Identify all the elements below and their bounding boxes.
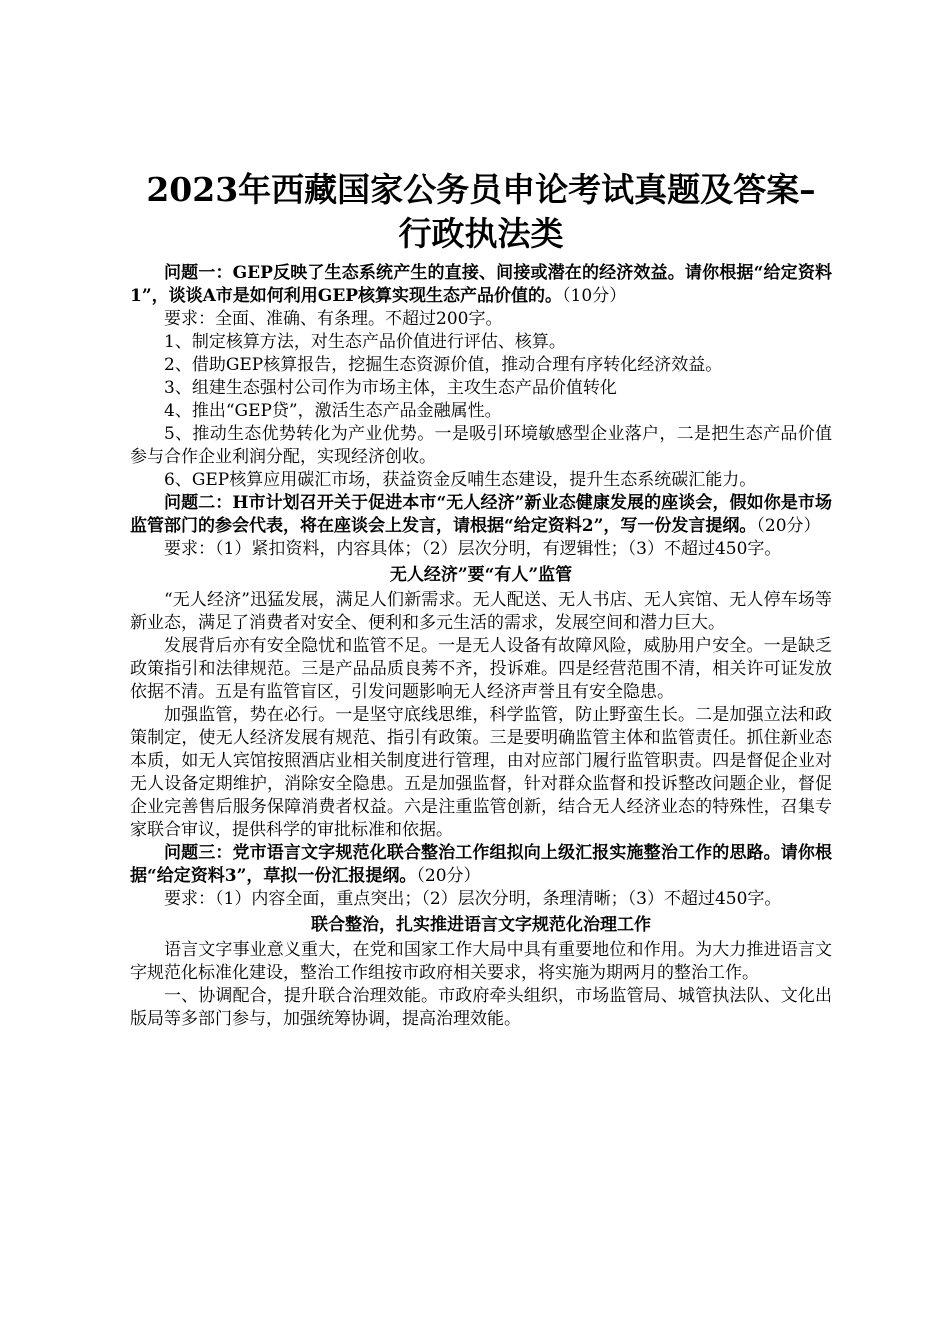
question-1 [130,262,832,308]
title-line-2: 行政执法类 [398,214,564,253]
answer-1-item: 4、推出“GEP贷”，激活生态产品金融属性。 [164,401,502,421]
document-title [130,168,832,256]
question-2-text: 问题二：H市计划召开关于促进本市“无人经济”新业态健康发展的座谈会，假如你是市场监管部门的参会代表，将在座谈会上发言，请根据“给定资料2”，写一份发言提纲。 [130,493,832,536]
question-1-text: 问题一：GEP反映了生态系统产生的直接、间接或潜在的经济效益。请你根据“给定资料1”，谈谈A市是如何利用GEP核算实现生态产品价值的。 [130,263,832,306]
answer-2-heading: 无人经济”要“有人”监管 [389,565,573,585]
question-2-requirement: 要求：（1）紧扣资料，内容具体；（2）层次分明，有逻辑性；（3）不超过450字。 [164,539,782,559]
answer-3-heading: 联合整治，扎实推进语言文字规范化治理工作 [311,915,651,935]
question-3-points: （20分） [416,866,481,886]
answer-2-paragraph: “无人经济”迅猛发展，满足人们新需求。无人配送、无人书店、无人宾馆、无人停车场等新业态，满足了消费者对安全、便利和多元生活的需求，发展空间和潜力巨大。 [130,590,832,633]
question-3-text: 问题三：党市语言文字规范化联合整治工作组拟向上级汇报实施整治工作的思路。请你根据“给定资料3”，草拟一份汇报提纲。 [130,843,832,886]
question-2 [130,492,832,538]
question-3-requirement: 要求：（1）内容全面，重点突出；（2）层次分明，条理清晰；（3）不超过450字。 [164,889,782,909]
answer-1-item: 1、制定核算方法，对生态产品价值进行评估、核算。 [164,332,566,352]
answer-2-paragraph: 发展背后亦有安全隐忧和监管不足。一是无人设备有故障风险，威胁用户安全。一是缺乏政策指引和法律规范。三是产品品质良莠不齐，投诉难。四是经营范围不清，相关许可证发放依据不清。五是有监管盲区，引发问题影响无人经济声誉且有安全隐患。 [130,636,832,702]
answer-1-item: 5、推动生态优势转化为产业优势。一是吸引环境敏感型企业落户，二是把生态产品价值参与合作企业利润分配，实现经济创收。 [130,424,832,467]
answer-1-item: 6、GEP核算应用碳汇市场，获益资金反哺生态建设，提升生态系统碳汇能力。 [164,470,757,490]
answer-1-item: 3、组建生态强村公司作为市场主体，主攻生态产品价值转化 [164,378,617,398]
title-line-1: 2023年西藏国家公务员申论考试真题及答案– [146,170,816,209]
answer-3-paragraph: 语言文字事业意义重大，在党和国家工作大局中具有重要地位和作用。为大力推进语言文字规范化标准化建设，整治工作组按市政府相关要求，将实施为期两月的整治工作。 [130,940,832,983]
question-1-requirement: 要求：全面、准确、有条理。不超过200字。 [164,309,503,329]
answer-2-paragraph: 加强监管，势在必行。一是坚守底线思维，科学监管，防止野蛮生长。二是加强立法和政策制定，使无人经济发展有规范、指引有政策。三是要明确监管主体和监管责任。抓住新业态本质，如无人宾馆按照酒店业相关制度进行管理，由对应部门履行监管职责。四是督促企业对无人设备定期维护，消除安全隐患。五是加强监督，针对群众监督和投诉整改问题企业，督促企业完善售后服务保障消费者权益。六是注重监管创新，结合无人经济业态的特殊性，召集专家联合审议，提供科学的审批标准和依据。 [130,705,832,840]
question-3 [130,842,832,888]
answer-3-paragraph: 一、协调配合，提升联合治理效能。市政府牵头组织，市场监管局、城管执法队、文化出版局等多部门参与，加强统筹协调，提高治理效能。 [130,986,832,1029]
document-page [130,168,832,1031]
answer-1-item: 2、借助GEP核算报告，挖掘生态资源价值，推动合理有序转化经济效益。 [164,355,723,375]
question-2-points: （20分） [756,516,821,536]
question-1-points: （10分） [562,286,627,306]
